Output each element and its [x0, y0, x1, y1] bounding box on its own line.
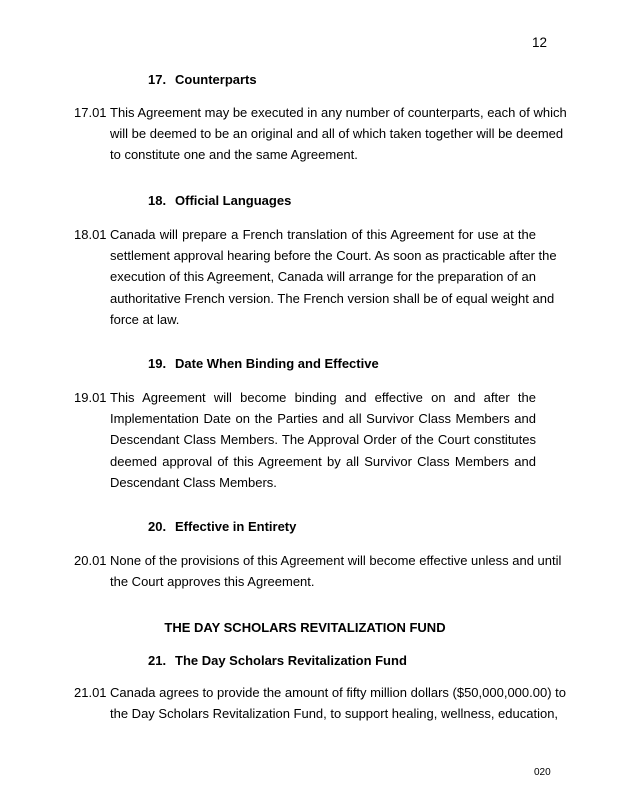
section-heading [148, 519, 296, 534]
section-number: 21. [148, 653, 167, 668]
paragraph-line: Canada agrees to provide the amount of fifty million dollars ($50,000,000.00) to [110, 685, 566, 700]
paragraph [74, 102, 567, 166]
paragraph-line: to constitute one and the same Agreement. [110, 147, 358, 163]
paragraph [74, 550, 562, 592]
paragraph-line: authoritative French version. The French version shall be of equal weight and [110, 290, 555, 306]
paragraph-line: the Court approves this Agreement. [110, 574, 315, 590]
section-number: 20. [148, 519, 167, 534]
section-heading [148, 72, 257, 87]
section-title: Counterparts [175, 72, 257, 87]
paragraph-number: 21.01 [74, 685, 107, 700]
section-heading [148, 193, 291, 208]
page-number: 12 [532, 35, 548, 50]
footer-code: 020 [534, 767, 551, 778]
paragraph [74, 224, 557, 330]
paragraph-line: This Agreement may be executed in any number of counterparts, each of which [110, 105, 567, 120]
paragraph [74, 387, 536, 493]
section-title: Official Languages [175, 193, 292, 208]
part-heading: THE DAY SCHOLARS REVITALIZATION FUND [164, 620, 446, 635]
paragraph-number: 18.01 [74, 227, 107, 242]
paragraph-line: force at law. [110, 311, 180, 327]
paragraph [74, 682, 566, 724]
section-title: The Day Scholars Revitalization Fund [175, 653, 407, 668]
paragraph-line: execution of this Agreement, Canada will arrange for the preparation of an [110, 269, 536, 285]
paragraph-line: the Day Scholars Revitalization Fund, to support healing, wellness, education, [110, 706, 559, 722]
section-title: Date When Binding and Effective [175, 356, 379, 371]
section-number: 17. [148, 72, 167, 87]
paragraph-line: will be deemed to be an original and all of which taken together will be deemed [110, 126, 564, 142]
paragraph-number: 17.01 [74, 105, 107, 120]
paragraph-number: 20.01 [74, 553, 107, 568]
paragraph-line: Descendant Class Members. The Approval Order of the Court constitutes [110, 432, 536, 448]
section-heading [148, 653, 407, 668]
paragraph-line: Descendant Class Members. [110, 474, 277, 490]
paragraph-number: 19.01 [74, 390, 107, 405]
paragraph-line: Canada will prepare a French translation of this Agreement for use at the [110, 227, 536, 242]
paragraph-line: This Agreement will become binding and effective on and after the [110, 390, 536, 405]
paragraph-line: Implementation Date on the Parties and all Survivor Class Members and [110, 411, 536, 427]
paragraph-line: deemed approval of this Agreement by all Survivor Class Members and [110, 453, 536, 469]
section-number: 18. [148, 193, 167, 208]
paragraph-line: None of the provisions of this Agreement will become effective unless and until [110, 553, 562, 568]
section-heading [148, 356, 379, 371]
section-title: Effective in Entirety [175, 519, 297, 534]
paragraph-line: settlement approval hearing before the Court. As soon as practicable after the [110, 248, 557, 264]
section-number: 19. [148, 356, 167, 371]
